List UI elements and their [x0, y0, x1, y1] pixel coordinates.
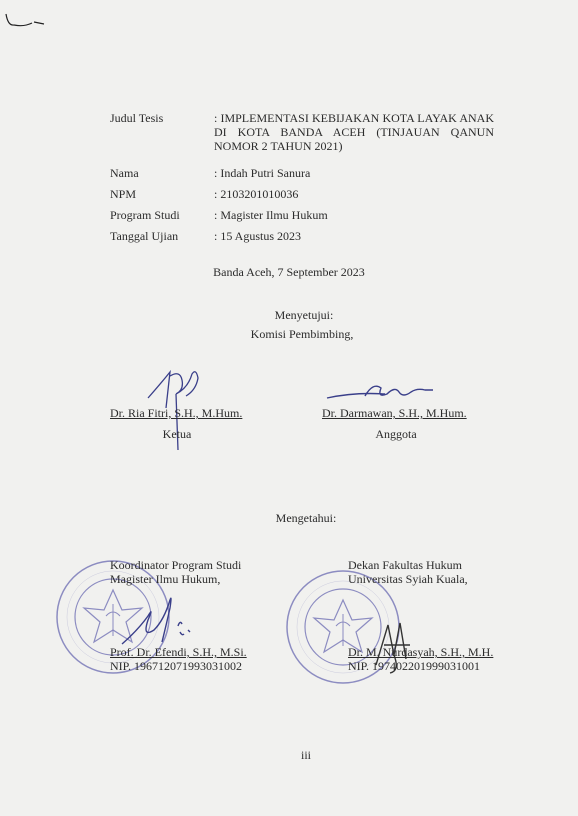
label-nama: Nama [110, 166, 139, 180]
coordinator-title-line1: Koordinator Program Studi [110, 558, 242, 572]
member-name: Dr. Darmawan, S.H., M.Hum. [322, 406, 467, 420]
chair-role: Ketua [162, 427, 192, 441]
committee-label: Komisi Pembimbing, [250, 327, 354, 341]
value-nama: : Indah Putri Sanura [214, 166, 311, 180]
value-judul: : IMPLEMENTASI KEBIJAKAN KOTA LAYAK ANAK DI KOTA BANDA ACEH (TINJAUAN QANUN NOMOR 2 TAHUN 2021) [214, 111, 494, 153]
place-date: Banda Aceh, 7 September 2023 [213, 265, 365, 279]
dean-name: Dr. M. Nurdasyah, S.H., M.H. [348, 645, 494, 659]
coordinator-signature [118, 590, 198, 650]
value-program-studi: : Magister Ilmu Hukum [214, 208, 328, 222]
chair-name: Dr. Ria Fitri, S.H., M.Hum. [110, 406, 243, 420]
label-program-studi: Program Studi [110, 208, 180, 222]
label-judul: Judul Tesis [110, 111, 164, 125]
corner-scribble [4, 8, 46, 30]
member-role: Anggota [375, 427, 417, 441]
value-tanggal-ujian: : 15 Agustus 2023 [214, 229, 302, 243]
page-number: iii [300, 748, 311, 762]
label-tanggal-ujian: Tanggal Ujian [110, 229, 179, 243]
dean-nip: NIP. 197402201999031001 [348, 659, 481, 673]
member-signature [325, 376, 435, 406]
coordinator-name: Prof. Dr. Efendi, S.H., M.Si. [110, 645, 247, 659]
coordinator-nip: NIP. 196712071993031002 [110, 659, 243, 673]
label-npm: NPM [110, 187, 137, 201]
acknowledged-heading: Mengetahui: [275, 511, 337, 525]
dean-title-line1: Dekan Fakultas Hukum [348, 558, 462, 572]
approval-heading: Menyetujui: [274, 308, 334, 322]
value-npm: : 2103201010036 [214, 187, 299, 201]
dean-title-line2: Universitas Syiah Kuala, [348, 572, 468, 586]
coordinator-title-line2: Magister Ilmu Hukum, [110, 572, 221, 586]
